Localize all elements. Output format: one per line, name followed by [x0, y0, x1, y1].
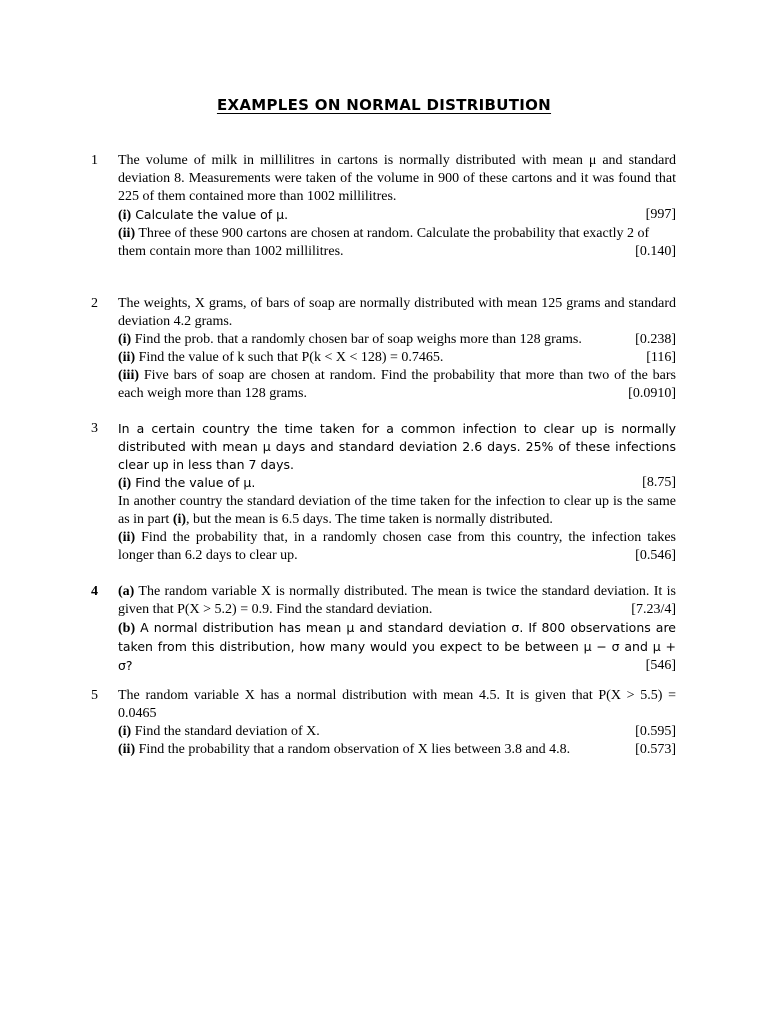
question-part	[118, 474, 676, 493]
part-label: (iii)	[118, 368, 139, 383]
question-number: 3	[91, 421, 98, 436]
question-number: 5	[91, 688, 98, 703]
answer: [0.595]	[635, 724, 676, 739]
question-number: 1	[91, 153, 98, 168]
question-intro: The random variable X has a normal distribution with mean 4.5. It is given that P(X > 5.5) = 0.0465	[118, 688, 676, 721]
part-text: Find the probability that a random observation of X lies between 3.8 and 4.8.	[135, 742, 571, 757]
context-part-ref: (i)	[172, 512, 187, 527]
answer: [0.140]	[635, 244, 676, 259]
answer: [7.23/4]	[631, 602, 676, 617]
part-label: (ii)	[118, 226, 136, 241]
answer: [0.238]	[635, 332, 676, 347]
question-number: 4	[91, 584, 98, 599]
part-text: Five bars of soap are chosen at random. Find the probability that more than two of the bars each weigh more than 128 grams.	[118, 368, 676, 401]
answer: [8.75]	[642, 475, 676, 490]
part-label: (i)	[118, 724, 132, 739]
question-part	[118, 331, 676, 349]
part-text: Calculate the value of μ.	[131, 207, 289, 222]
question-intro: The weights, X grams, of bars of soap are normally distributed with mean 125 grams and standard deviation 4.2 grams.	[118, 296, 676, 329]
question-part	[118, 741, 676, 759]
question-part	[118, 225, 676, 261]
question-part	[118, 206, 676, 225]
part-label: (ii)	[118, 530, 136, 545]
question-part	[118, 367, 676, 403]
context-text: In another country the standard deviation of the time taken for the infection to clear up is the same as in part	[118, 494, 676, 527]
part-text: Find the probability that, in a randomly chosen case from this country, the infection takes longer than 6.2 days to clear up.	[118, 530, 676, 563]
answer: [0.546]	[635, 548, 676, 563]
part-text: Find the prob. that a randomly chosen bar of soap weighs more than 128 grams.	[131, 332, 582, 347]
part-text: Find the value of μ.	[131, 475, 256, 490]
context-text: , but the mean is 6.5 days. The time taken is normally distributed.	[186, 512, 553, 527]
part-label: (ii)	[118, 742, 136, 757]
answer: [0.573]	[635, 742, 676, 757]
answer: [116]	[646, 350, 676, 365]
question-part	[118, 529, 676, 565]
question-part	[118, 723, 676, 741]
question-part	[118, 619, 676, 676]
answer: [0.0910]	[628, 386, 676, 401]
question-intro: In a certain country the time taken for a common infection to clear up is normally distributed with mean μ days and standard deviation 2.6 days. 25% of these infections clear up in less than 7 days.	[118, 421, 676, 472]
part-text: A normal distribution has mean μ and standard deviation σ. If 800 observations are taken from this distribution, how many would you expect to be between μ − σ and μ + σ?	[118, 620, 676, 673]
page-title: EXAMPLES ON NORMAL DISTRIBUTION	[216, 96, 552, 114]
question-intro: The volume of milk in millilitres in cartons is normally distributed with mean μ and standard deviation 8. Measurements were taken of the volume in 900 of these cartons and it was found that 225 of them contained more than 1002 millilitres.	[118, 153, 676, 204]
part-label: (i)	[118, 476, 132, 491]
question-number: 2	[91, 296, 98, 311]
part-label: (i)	[118, 208, 132, 223]
part-text: Find the value of k such that P(k < X < 128) = 0.7465.	[135, 350, 444, 365]
part-label: (i)	[118, 332, 132, 347]
part-text: Find the standard deviation of X.	[131, 724, 320, 739]
part-label: (b)	[118, 621, 136, 636]
question-part	[118, 583, 676, 619]
answer: [997]	[645, 207, 676, 222]
question-context	[118, 493, 676, 529]
part-text: Three of these 900 cartons are chosen at random. Calculate the probability that exactly 2 of them contain more than 1002 millilitres.	[118, 226, 650, 259]
question-part	[118, 349, 676, 367]
part-label: (ii)	[118, 350, 136, 365]
answer: [546]	[645, 658, 676, 673]
part-text: The random variable X is normally distributed. The mean is twice the standard deviation. It is given that P(X > 5.2) = 0.9. Find the standard deviation.	[118, 584, 676, 617]
part-label: (a)	[118, 584, 135, 599]
